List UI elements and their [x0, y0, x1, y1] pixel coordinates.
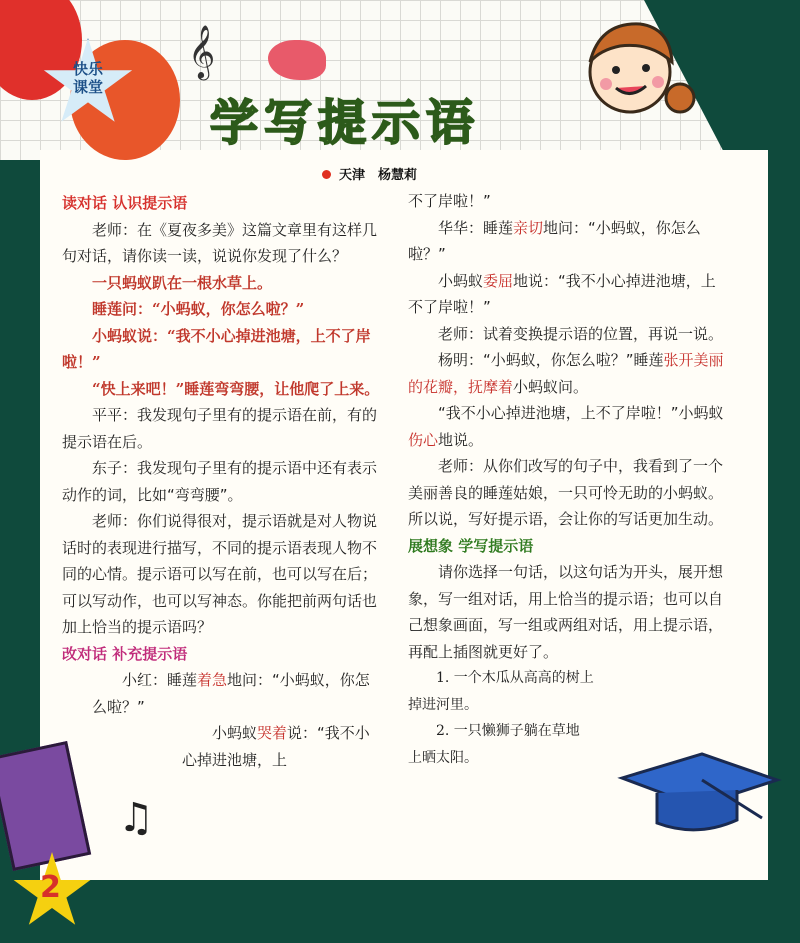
highlight-word: 亲切: [513, 218, 544, 237]
sample-sentence: 1. 一个木瓜从高高的树上掉进河里。: [408, 670, 594, 713]
paragraph: 老师：试着变换提示语的位置，再说一说。: [438, 324, 724, 343]
tag-line-1: 快乐: [72, 60, 103, 78]
text-span: 小蚂蚁: [212, 724, 258, 742]
quote-line: 一只蚂蚁趴在一根水草上。: [92, 273, 273, 292]
paragraph: [408, 347, 726, 400]
text-span: 地说。: [438, 430, 484, 449]
text-span: 小红：睡莲: [122, 671, 198, 689]
highlight-word: 委屈: [483, 271, 514, 290]
section-heading-imagine: 展想象 学写提示语: [408, 536, 534, 555]
left-column: [62, 190, 380, 773]
section-heading-read: 读对话 认识提示语: [62, 194, 188, 212]
music-notes-icon: ♫: [118, 795, 154, 841]
text-span: 地问：“小蚂蚁，你怎么啦？”: [408, 218, 701, 263]
paragraph: [408, 268, 726, 321]
footer-band: [0, 880, 800, 943]
quote-line: 小蚂蚁说：“我不小心掉进池塘，上不了岸啦！”: [62, 326, 371, 371]
graduation-cap-icon: [612, 748, 782, 834]
paragraph: 老师：从你们改写的句子中，我看到了一个美丽善良的睡莲姑娘，一只可怜无助的小蚂蚁。所以说，写好提示语，会让你的写话更加生动。: [408, 457, 724, 528]
paragraph: [408, 215, 726, 268]
tag-line-2: 课堂: [72, 78, 103, 96]
text-span: 地问：“小蚂蚁，你怎么啦？”: [92, 671, 370, 716]
paragraph: 不了岸啦！”: [408, 192, 491, 210]
section-heading-rewrite: 改对话 补充提示语: [62, 644, 188, 663]
paragraph: 老师：在《夏夜多美》这篇文章里有这样几句对话，请你读一读，说说你发现了什么？: [62, 220, 378, 265]
highlight-word: 哭着: [257, 724, 288, 742]
author-name: 天津 杨慧莉: [339, 168, 418, 183]
paragraph: 东子：我发现句子里有的提示语中还有表示动作的词，比如“弯弯腰”。: [62, 459, 378, 504]
column-tag: [58, 60, 118, 96]
right-column: [408, 188, 726, 771]
bullet-dot-icon: [322, 170, 331, 179]
author-line: [322, 164, 417, 183]
quote-line: “快上来吧！”睡莲弯弯腰，让他爬了上来。: [92, 379, 380, 398]
text-span: 说：“我不小心掉进池塘，上: [182, 724, 370, 769]
paragraph: 老师：你们说得很对，提示语就是对人物说话时的表现进行描写，不同的提示语表现人物不同的心情。提示语可以写在前，也可以写在后；可以写动作，也可以写神态。你能把前两句话也加上恰当的提示语吗？: [62, 512, 378, 636]
highlight-word: 伤心: [408, 430, 439, 449]
paragraph: [62, 667, 380, 720]
highlight-word: 着急: [197, 671, 228, 689]
text-span: “我不小心掉进池塘，上不了岸啦！”小蚂蚁: [438, 404, 724, 422]
text-span: 小蚂蚁: [438, 271, 484, 290]
text-span: 地说：“我不小心掉进池塘，上不了岸啦！”: [408, 271, 716, 316]
text-span: 小蚂蚁问。: [513, 377, 589, 396]
highlight-word: 张开美丽的花瓣，抚摩着: [408, 351, 724, 396]
treble-clef-icon: 𝄞: [188, 24, 216, 78]
paragraph: 请你选择一句话，以这句话为开头，展开想象，写一组对话，用上恰当的提示语；也可以自己想象画面，写一组或两组对话，用上提示语，再配上插图就更好了。: [408, 563, 724, 661]
quote-line: 睡莲问：“小蚂蚁，你怎么啦？”: [92, 300, 305, 318]
paragraph: 平平：我发现句子里有的提示语在前，有的提示语在后。: [62, 406, 378, 451]
paragraph: [408, 400, 726, 453]
page-number: 2: [40, 870, 61, 905]
sample-sentence: 2. 一只懒狮子躺在草地上晒太阳。: [408, 723, 580, 766]
girl-illustration-icon: [560, 2, 700, 142]
page-title: 学写提示语: [210, 95, 481, 151]
text-span: 华华：睡莲: [438, 218, 514, 237]
paragraph: [62, 720, 380, 773]
text-span: 杨明：“小蚂蚁，你怎么啦？”睡莲: [438, 351, 664, 369]
